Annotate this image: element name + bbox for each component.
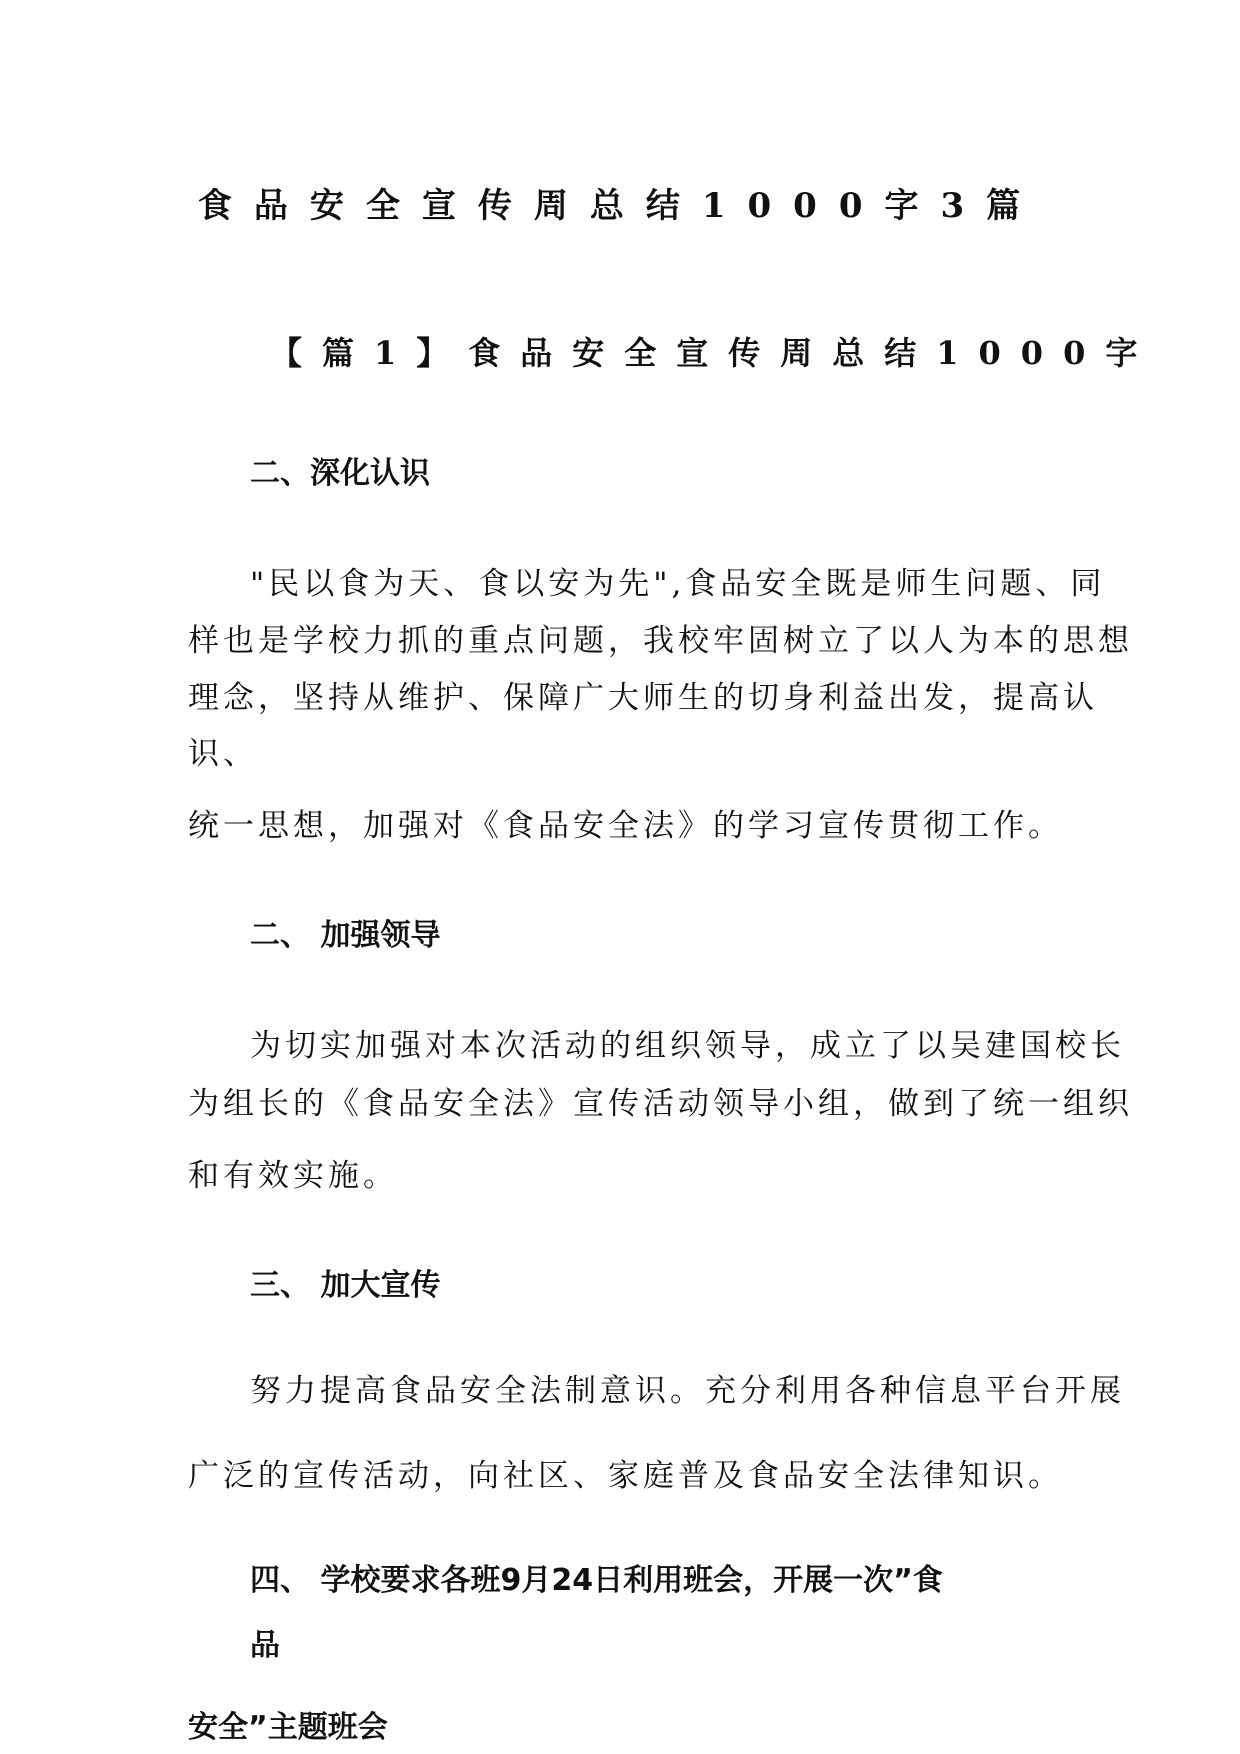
document-title: 食品安全宣传周总结1000字3篇 (197, 186, 1043, 226)
paragraph-line: 广泛的宣传活动，向社区、家庭普及食品安全法律知识。 (188, 1458, 1063, 1494)
paragraph-line: 统一思想，加强对《食品安全法》的学习宣传贯彻工作。 (188, 808, 1063, 844)
paragraph-line: 理念，坚持从维护、保障广大师生的切身利益出发，提高认 (188, 680, 1098, 716)
paragraph-line: 努力提高食品安全法制意识。充分利用各种信息平台开展 (250, 1373, 1125, 1409)
section-heading-4: 四、 学校要求各班9月24日利用班会，开展一次”食 (250, 1563, 943, 1598)
section-heading-1: 二、深化认识 (250, 456, 430, 491)
paragraph-line: 和有效实施。 (188, 1158, 398, 1194)
section-heading-4-cont2: 安全”主题班会 (188, 1710, 388, 1745)
section-heading-4-cont: 品 (250, 1628, 280, 1663)
document-subtitle: 【篇1】食品安全宣传周总结1000字 (270, 334, 1158, 372)
paragraph-line: "民以食为天、食以安为先",食品安全既是师生问题、同 (250, 566, 1106, 602)
paragraph-line: 识、 (188, 736, 258, 772)
paragraph-line: 为组长的《食品安全法》宣传活动领导小组，做到了统一组织 (188, 1086, 1133, 1122)
paragraph-line: 样也是学校力抓的重点问题，我校牢固树立了以人为本的思想 (188, 623, 1133, 659)
section-heading-2: 二、 加强领导 (250, 918, 441, 953)
section-heading-3: 三、 加大宣传 (250, 1268, 441, 1303)
paragraph-line: 为切实加强对本次活动的组织领导，成立了以吴建国校长 (250, 1028, 1125, 1064)
